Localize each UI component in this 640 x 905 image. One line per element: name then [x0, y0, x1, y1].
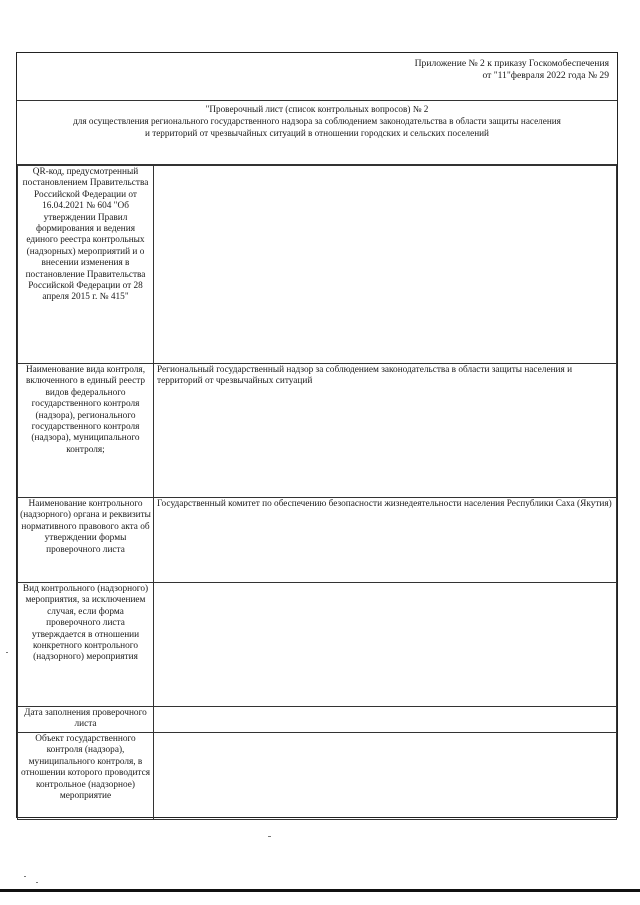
row-label-control-type: Наименование вида контроля, включенного в единый реестр видов федерального государственного контроля (надзора), регионального государственного контроля (надзора), муниципального контроля; [18, 364, 154, 498]
checklist-table [17, 165, 617, 820]
scan-speck [36, 882, 38, 883]
document-heading [17, 101, 617, 165]
row-label-control-object: Объект государственного контроля (надзора), муниципального контроля, в отношении которого проводится контрольное (надзорное) мероприятие [18, 733, 154, 820]
row-value-measure-type [154, 583, 617, 707]
scan-speck [6, 652, 8, 653]
table-row [18, 583, 617, 707]
heading-subtitle-line-2: и территорий от чрезвычайных ситуаций в отношении городских и сельских поселений [145, 128, 489, 138]
table-row [18, 166, 617, 364]
row-value-control-body: Государственный комитет по обеспечению безопасности жизнедеятельности населения Республики Саха (Якутия) [154, 498, 617, 583]
scan-edge-rule [0, 889, 640, 892]
appendix-line-1: Приложение № 2 к приказу Госкомобеспечения [414, 58, 609, 69]
row-value-control-object [154, 733, 617, 820]
scan-speck [24, 876, 26, 877]
row-label-measure-type: Вид контрольного (надзорного) мероприятия, за исключением случая, если форма проверочного листа утверждается в отношении конкретного контрольного (надзорного) мероприятия [18, 583, 154, 707]
table-row [18, 733, 617, 820]
heading-subtitle-line-1: для осуществления регионального государственного надзора за соблюдением законодательства в области защиты населения [73, 116, 561, 126]
heading-title: "Проверочный лист (список контрольных вопросов) № 2 [205, 104, 429, 114]
table-row [18, 364, 617, 498]
row-label-fill-date: Дата заполнения проверочного листа [18, 707, 154, 733]
row-value-fill-date [154, 707, 617, 733]
row-value-qr-code [154, 166, 617, 364]
appendix-reference [17, 53, 617, 101]
row-label-control-body: Наименование контрольного (надзорного) органа и реквизиты нормативного правового акта об утверждении формы проверочного листа [18, 498, 154, 583]
row-label-qr-code: QR-код, предусмотренный постановлением Правительства Российской Федерации от 16.04.2021 № 604 "Об утверждении Правил формирования и ведения единого реестра контрольных (надзорных) мероприятий и о внесении изменения в постановление Правительства Российской Федерации от 28 апреля 2015 г. № 415" [18, 166, 154, 364]
scan-speck [268, 836, 271, 837]
table-row [18, 707, 617, 733]
table-row [18, 498, 617, 583]
row-value-control-type: Региональный государственный надзор за соблюдением законодательства в области защиты населения и территорий от чрезвычайных ситуаций [154, 364, 617, 498]
appendix-line-2: от "11"февраля 2022 года № 29 [482, 70, 609, 81]
